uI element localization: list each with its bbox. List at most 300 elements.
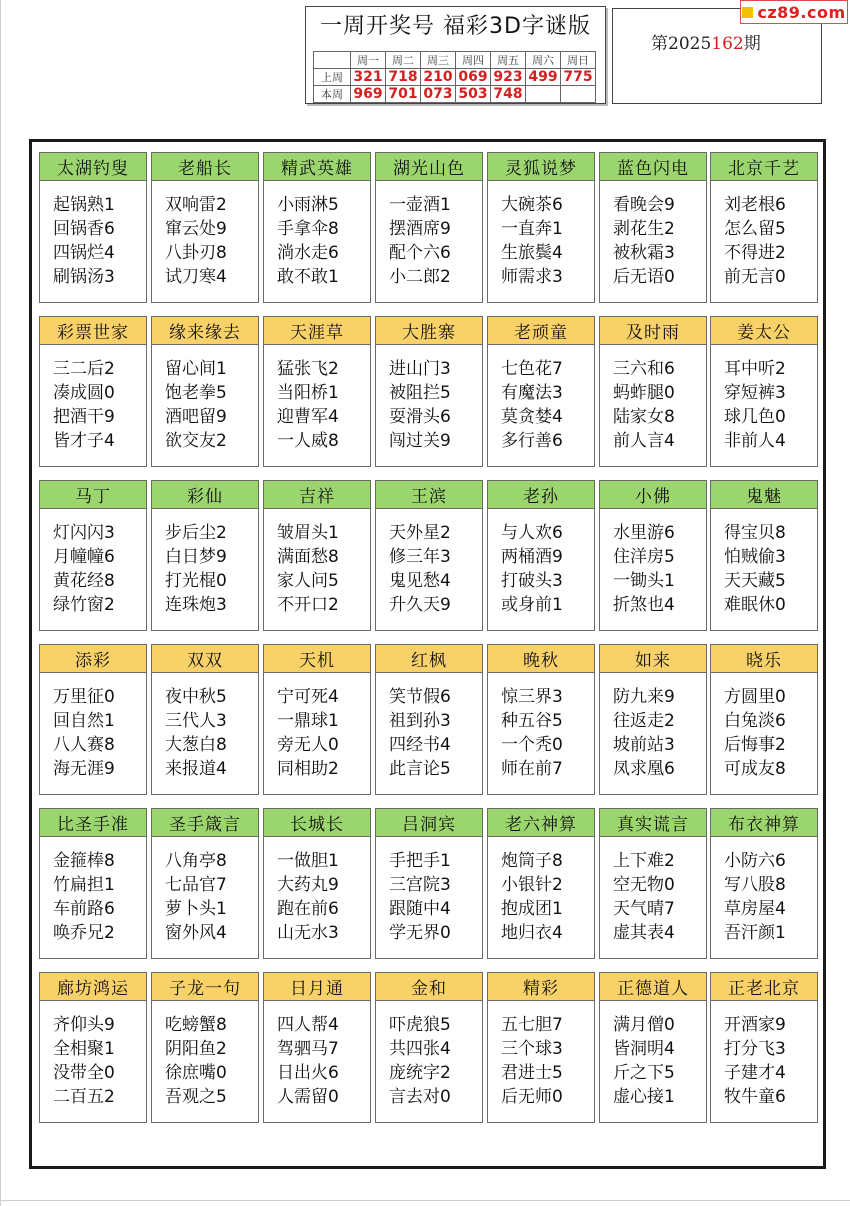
riddle-lines bbox=[376, 345, 482, 453]
riddle-line: 把酒干9 bbox=[53, 407, 115, 427]
riddle-line: 留心间1 bbox=[165, 359, 227, 379]
riddle-line: 夜中秋5 bbox=[165, 687, 227, 707]
riddle-line: 大碗茶6 bbox=[501, 195, 563, 215]
riddle-card bbox=[599, 808, 707, 959]
riddle-line: 皱眉头1 bbox=[277, 523, 339, 543]
riddle-line: 一锄头1 bbox=[613, 571, 675, 591]
riddle-lines bbox=[376, 673, 482, 781]
riddle-lines bbox=[40, 509, 146, 617]
riddle-line: 前无言0 bbox=[724, 267, 786, 287]
riddle-line: 学无界0 bbox=[389, 923, 451, 943]
riddle-author: 彩仙 bbox=[152, 481, 258, 509]
riddle-line: 后无师0 bbox=[501, 1087, 563, 1107]
draw-number: 775 bbox=[561, 69, 596, 86]
riddle-line: 往返走2 bbox=[613, 711, 675, 731]
riddle-card bbox=[39, 480, 147, 631]
riddle-author: 正德道人 bbox=[600, 973, 706, 1001]
riddle-line: 迎曹军4 bbox=[277, 407, 339, 427]
riddle-line: 祖到孙3 bbox=[389, 711, 451, 731]
riddle-author: 布衣神算 bbox=[711, 809, 817, 837]
riddle-line: 敢不敢1 bbox=[277, 267, 339, 287]
riddle-line: 双响雷2 bbox=[165, 195, 227, 215]
riddle-author: 晓乐 bbox=[711, 645, 817, 673]
riddle-line: 空无物0 bbox=[613, 875, 675, 895]
riddle-line: 海无涯9 bbox=[53, 759, 115, 779]
riddle-card bbox=[710, 972, 818, 1123]
riddle-line: 一壶酒1 bbox=[389, 195, 451, 215]
riddle-lines bbox=[488, 673, 594, 781]
riddle-line: 师在前7 bbox=[501, 759, 563, 779]
riddle-line: 种五谷5 bbox=[501, 711, 563, 731]
weekday-header-row bbox=[314, 52, 596, 69]
riddle-card bbox=[263, 808, 371, 959]
riddle-lines bbox=[264, 509, 370, 617]
riddle-line: 或身前1 bbox=[501, 595, 563, 615]
riddle-line: 金箍棒8 bbox=[53, 851, 115, 871]
riddle-line: 四人帮4 bbox=[277, 1015, 339, 1035]
last-week-label: 上周 bbox=[314, 69, 351, 86]
riddle-line: 莫贪婪4 bbox=[501, 407, 563, 427]
riddle-card bbox=[375, 316, 483, 467]
riddle-line: 唤乔兄2 bbox=[53, 923, 115, 943]
riddle-lines bbox=[40, 345, 146, 453]
riddle-line: 得宝贝8 bbox=[724, 523, 786, 543]
riddle-lines bbox=[711, 345, 817, 453]
riddle-card bbox=[487, 808, 595, 959]
riddle-line: 不得进2 bbox=[724, 243, 786, 263]
riddle-author: 如来 bbox=[600, 645, 706, 673]
riddle-line: 配个六6 bbox=[389, 243, 451, 263]
riddle-line: 怕贼偷3 bbox=[724, 547, 786, 567]
riddle-line: 凑成圆0 bbox=[53, 383, 115, 403]
riddle-lines bbox=[152, 345, 258, 453]
riddle-line: 全相聚1 bbox=[53, 1039, 115, 1059]
riddle-author: 彩票世家 bbox=[40, 317, 146, 345]
riddle-lines bbox=[40, 181, 146, 289]
this-week-label: 本周 bbox=[314, 86, 351, 103]
riddle-card bbox=[487, 316, 595, 467]
riddle-line: 八人赛8 bbox=[53, 735, 115, 755]
riddle-author: 精武英雄 bbox=[264, 153, 370, 181]
issue-prefix: 第2025 bbox=[651, 34, 712, 54]
riddle-line: 八角亭8 bbox=[165, 851, 227, 871]
riddle-author: 比圣手准 bbox=[40, 809, 146, 837]
riddle-lines bbox=[152, 673, 258, 781]
riddle-line: 吃螃蟹8 bbox=[165, 1015, 227, 1035]
riddle-card bbox=[39, 644, 147, 795]
riddle-author: 老孙 bbox=[488, 481, 594, 509]
riddle-card bbox=[599, 480, 707, 631]
riddle-line: 师需求3 bbox=[501, 267, 563, 287]
riddle-line: 三六和6 bbox=[613, 359, 675, 379]
riddle-line: 被阻拦5 bbox=[389, 383, 451, 403]
riddle-line: 炮筒子8 bbox=[501, 851, 563, 871]
riddle-line: 四锅烂4 bbox=[53, 243, 115, 263]
riddle-line: 难眠休0 bbox=[724, 595, 786, 615]
riddle-line: 四经书4 bbox=[389, 735, 451, 755]
riddle-card bbox=[487, 152, 595, 303]
riddle-line: 凤求凰6 bbox=[613, 759, 675, 779]
riddle-lines bbox=[40, 837, 146, 945]
riddle-line: 蚂蚱腿0 bbox=[613, 383, 675, 403]
riddle-line: 折煞也4 bbox=[613, 595, 675, 615]
draw-number: 923 bbox=[491, 69, 526, 86]
weekday-wed: 周三 bbox=[421, 52, 456, 69]
riddle-card bbox=[599, 972, 707, 1123]
riddle-line: 白兔淡6 bbox=[724, 711, 786, 731]
riddle-card bbox=[151, 316, 259, 467]
riddle-author: 小佛 bbox=[600, 481, 706, 509]
riddle-card bbox=[263, 316, 371, 467]
riddle-line: 小雨淋5 bbox=[277, 195, 339, 215]
riddle-line: 八卦刃8 bbox=[165, 243, 227, 263]
riddle-author: 正老北京 bbox=[711, 973, 817, 1001]
riddle-author: 老船长 bbox=[152, 153, 258, 181]
riddle-line: 一个秃0 bbox=[501, 735, 563, 755]
riddle-card bbox=[599, 644, 707, 795]
riddle-author: 老顽童 bbox=[488, 317, 594, 345]
draw-results-title: 一周开奖号 福彩3D字谜版 bbox=[320, 14, 591, 39]
riddle-line: 开酒家9 bbox=[724, 1015, 786, 1035]
riddle-line: 方圆里0 bbox=[724, 687, 786, 707]
riddle-line: 升久天9 bbox=[389, 595, 451, 615]
riddle-author: 添彩 bbox=[40, 645, 146, 673]
riddle-line: 酒吧留9 bbox=[165, 407, 227, 427]
draw-number: 748 bbox=[491, 86, 526, 103]
weekday-mon: 周一 bbox=[351, 52, 386, 69]
riddle-line: 住洋房5 bbox=[613, 547, 675, 567]
riddle-line: 手把手1 bbox=[389, 851, 451, 871]
riddle-card bbox=[599, 316, 707, 467]
riddle-line: 修三年3 bbox=[389, 547, 451, 567]
riddle-lines bbox=[711, 509, 817, 617]
riddle-author: 蓝色闪电 bbox=[600, 153, 706, 181]
riddle-author: 太湖钓叟 bbox=[40, 153, 146, 181]
riddle-lines bbox=[600, 837, 706, 945]
riddle-line: 可成友8 bbox=[724, 759, 786, 779]
riddle-line: 猛张飞2 bbox=[277, 359, 339, 379]
draw-number: 069 bbox=[456, 69, 491, 86]
riddle-line: 万里征0 bbox=[53, 687, 115, 707]
riddle-line: 灯闪闪3 bbox=[53, 523, 115, 543]
last-week-row bbox=[314, 69, 596, 86]
riddle-line: 回锅香6 bbox=[53, 219, 115, 239]
riddle-line: 绿竹窗2 bbox=[53, 595, 115, 615]
riddle-lines bbox=[600, 1001, 706, 1109]
riddle-line: 七品官7 bbox=[165, 875, 227, 895]
riddle-card bbox=[487, 972, 595, 1123]
riddle-line: 没带全0 bbox=[53, 1063, 115, 1083]
riddle-line: 虚其表4 bbox=[613, 923, 675, 943]
riddle-line: 起锅熟1 bbox=[53, 195, 115, 215]
riddle-line: 剥花生2 bbox=[613, 219, 675, 239]
riddle-line: 满月僧0 bbox=[613, 1015, 675, 1035]
riddle-card bbox=[710, 808, 818, 959]
riddle-line: 步后尘2 bbox=[165, 523, 227, 543]
riddle-line: 徐庶嘴0 bbox=[165, 1063, 227, 1083]
riddle-author: 北京千艺 bbox=[711, 153, 817, 181]
riddle-lines bbox=[376, 181, 482, 289]
riddle-lines bbox=[600, 673, 706, 781]
riddle-author: 晚秋 bbox=[488, 645, 594, 673]
riddle-line: 天天藏5 bbox=[724, 571, 786, 591]
watermark-square-icon bbox=[742, 7, 753, 18]
watermark-text: cz89.com bbox=[757, 2, 846, 22]
riddle-author: 廊坊鸿运 bbox=[40, 973, 146, 1001]
riddle-line: 水里游6 bbox=[613, 523, 675, 543]
this-week-row bbox=[314, 86, 596, 103]
riddle-line: 驾驷马7 bbox=[277, 1039, 339, 1059]
draw-number: 503 bbox=[456, 86, 491, 103]
riddle-line: 怎么留5 bbox=[724, 219, 786, 239]
riddle-line: 白日梦9 bbox=[165, 547, 227, 567]
riddle-line: 黄花经8 bbox=[53, 571, 115, 591]
issue-number bbox=[651, 29, 761, 54]
riddle-line: 三代人3 bbox=[165, 711, 227, 731]
riddle-line: 吾汗颜1 bbox=[724, 923, 786, 943]
riddle-author: 马丁 bbox=[40, 481, 146, 509]
riddle-line: 一做胆1 bbox=[277, 851, 339, 871]
riddle-line: 同相助2 bbox=[277, 759, 339, 779]
riddle-line: 耳中听2 bbox=[724, 359, 786, 379]
riddle-card bbox=[151, 152, 259, 303]
riddle-card bbox=[599, 152, 707, 303]
riddle-line: 两桶酒9 bbox=[501, 547, 563, 567]
riddle-lines bbox=[488, 837, 594, 945]
riddle-lines bbox=[488, 509, 594, 617]
riddle-card bbox=[39, 152, 147, 303]
riddle-author: 吕洞宾 bbox=[376, 809, 482, 837]
riddle-line: 大葱白8 bbox=[165, 735, 227, 755]
riddle-line: 共四张4 bbox=[389, 1039, 451, 1059]
riddle-lines bbox=[264, 673, 370, 781]
riddle-author: 圣手箴言 bbox=[152, 809, 258, 837]
riddle-line: 鬼见愁4 bbox=[389, 571, 451, 591]
riddle-card bbox=[487, 480, 595, 631]
riddle-author: 金和 bbox=[376, 973, 482, 1001]
riddle-line: 萝卜头1 bbox=[165, 899, 227, 919]
riddle-line: 惊三界3 bbox=[501, 687, 563, 707]
riddle-line: 打分飞3 bbox=[724, 1039, 786, 1059]
riddle-line: 月幢幢6 bbox=[53, 547, 115, 567]
riddle-line: 与人欢6 bbox=[501, 523, 563, 543]
riddle-line: 三宫院3 bbox=[389, 875, 451, 895]
riddle-author: 姜太公 bbox=[711, 317, 817, 345]
riddle-lines bbox=[376, 837, 482, 945]
riddle-line: 来报道4 bbox=[165, 759, 227, 779]
riddle-line: 虚心接1 bbox=[613, 1087, 675, 1107]
riddle-line: 齐仰头9 bbox=[53, 1015, 115, 1035]
riddle-line: 言去对0 bbox=[389, 1087, 451, 1107]
riddle-card bbox=[39, 972, 147, 1123]
riddle-card bbox=[151, 644, 259, 795]
riddle-lines bbox=[40, 1001, 146, 1109]
riddle-card bbox=[263, 972, 371, 1123]
riddle-card bbox=[375, 972, 483, 1123]
riddle-line: 非前人4 bbox=[724, 431, 786, 451]
riddle-line: 小银针2 bbox=[501, 875, 563, 895]
riddle-lines bbox=[711, 1001, 817, 1109]
riddle-card bbox=[151, 972, 259, 1123]
draw-number: 718 bbox=[386, 69, 421, 86]
riddle-card bbox=[710, 480, 818, 631]
riddle-author: 精彩 bbox=[488, 973, 594, 1001]
riddle-line: 抱成团1 bbox=[501, 899, 563, 919]
riddle-line: 防九来9 bbox=[613, 687, 675, 707]
riddle-lines bbox=[600, 345, 706, 453]
riddle-line: 进山门3 bbox=[389, 359, 451, 379]
riddle-line: 被秋霜3 bbox=[613, 243, 675, 263]
riddle-author: 双双 bbox=[152, 645, 258, 673]
issue-suffix: 期 bbox=[743, 34, 761, 54]
riddle-card bbox=[39, 808, 147, 959]
riddle-line: 大药丸9 bbox=[277, 875, 339, 895]
riddle-author: 子龙一句 bbox=[152, 973, 258, 1001]
riddle-line: 日出火6 bbox=[277, 1063, 339, 1083]
riddle-line: 坡前站3 bbox=[613, 735, 675, 755]
riddle-line: 后无语0 bbox=[613, 267, 675, 287]
riddle-line: 人需留0 bbox=[277, 1087, 339, 1107]
riddle-card bbox=[375, 480, 483, 631]
riddle-line: 吾观之5 bbox=[165, 1087, 227, 1107]
riddle-line: 此言论5 bbox=[389, 759, 451, 779]
riddle-author: 长城长 bbox=[264, 809, 370, 837]
riddle-lines bbox=[488, 181, 594, 289]
riddle-line: 家人问5 bbox=[277, 571, 339, 591]
riddle-line: 欲交友2 bbox=[165, 431, 227, 451]
riddle-line: 一直奔1 bbox=[501, 219, 563, 239]
riddle-card bbox=[710, 152, 818, 303]
riddle-card bbox=[710, 644, 818, 795]
riddle-line: 耍滑头6 bbox=[389, 407, 451, 427]
riddle-card bbox=[151, 480, 259, 631]
riddle-line: 回自然1 bbox=[53, 711, 115, 731]
riddle-lines bbox=[711, 837, 817, 945]
riddle-line: 君进士5 bbox=[501, 1063, 563, 1083]
riddle-author: 吉祥 bbox=[264, 481, 370, 509]
riddle-line: 后悔事2 bbox=[724, 735, 786, 755]
riddle-line: 天外星2 bbox=[389, 523, 451, 543]
riddle-line: 一人威8 bbox=[277, 431, 339, 451]
riddle-line: 二百五2 bbox=[53, 1087, 115, 1107]
riddle-author: 及时雨 bbox=[600, 317, 706, 345]
riddle-line: 皆洞明4 bbox=[613, 1039, 675, 1059]
riddle-line: 竹扁担1 bbox=[53, 875, 115, 895]
riddle-line: 庞统字2 bbox=[389, 1063, 451, 1083]
riddle-line: 牧牛童6 bbox=[724, 1087, 786, 1107]
riddle-author: 鬼魅 bbox=[711, 481, 817, 509]
riddle-author: 大胜寨 bbox=[376, 317, 482, 345]
riddle-line: 天气晴7 bbox=[613, 899, 675, 919]
riddle-author: 湖光山色 bbox=[376, 153, 482, 181]
riddle-line: 手拿伞8 bbox=[277, 219, 339, 239]
riddle-line: 刘老根6 bbox=[724, 195, 786, 215]
riddle-line: 皆才子4 bbox=[53, 431, 115, 451]
weekday-tue: 周二 bbox=[386, 52, 421, 69]
weekday-sun: 周日 bbox=[561, 52, 596, 69]
riddle-line: 宁可死4 bbox=[277, 687, 339, 707]
issue-value: 162 bbox=[711, 34, 744, 54]
weekday-fri: 周五 bbox=[491, 52, 526, 69]
riddle-line: 连珠炮3 bbox=[165, 595, 227, 615]
riddle-line: 摆酒席9 bbox=[389, 219, 451, 239]
site-watermark bbox=[740, 0, 848, 24]
riddle-line: 一鼎球1 bbox=[277, 711, 339, 731]
riddle-line: 三二后2 bbox=[53, 359, 115, 379]
riddle-card bbox=[375, 152, 483, 303]
riddle-line: 饱老拳5 bbox=[165, 383, 227, 403]
riddle-lines bbox=[264, 181, 370, 289]
riddle-line: 刷锅汤3 bbox=[53, 267, 115, 287]
riddle-line: 车前路6 bbox=[53, 899, 115, 919]
riddle-line: 小防六6 bbox=[724, 851, 786, 871]
riddle-lines bbox=[600, 181, 706, 289]
riddle-author: 缘来缘去 bbox=[152, 317, 258, 345]
riddle-card bbox=[263, 480, 371, 631]
riddle-line: 多行善6 bbox=[501, 431, 563, 451]
riddle-line: 窗外风4 bbox=[165, 923, 227, 943]
riddle-line: 陆家女8 bbox=[613, 407, 675, 427]
draw-number: 701 bbox=[386, 86, 421, 103]
riddle-author: 天涯草 bbox=[264, 317, 370, 345]
riddle-line: 试刀寒4 bbox=[165, 267, 227, 287]
riddle-line: 斤之下5 bbox=[613, 1063, 675, 1083]
riddle-line: 五七胆7 bbox=[501, 1015, 563, 1035]
draw-number: 073 bbox=[421, 86, 456, 103]
riddle-line: 吓虎狼5 bbox=[389, 1015, 451, 1035]
riddle-lines bbox=[376, 509, 482, 617]
riddle-grid bbox=[29, 139, 826, 1169]
riddle-line: 跟随中4 bbox=[389, 899, 451, 919]
riddle-line: 打破头3 bbox=[501, 571, 563, 591]
riddle-line: 当阳桥1 bbox=[277, 383, 339, 403]
draw-number: 210 bbox=[421, 69, 456, 86]
riddle-line: 跑在前6 bbox=[277, 899, 339, 919]
draw-number: 969 bbox=[351, 86, 386, 103]
riddle-lines bbox=[40, 673, 146, 781]
riddle-line: 七色花7 bbox=[501, 359, 563, 379]
riddle-line: 不开口2 bbox=[277, 595, 339, 615]
riddle-line: 淌水走6 bbox=[277, 243, 339, 263]
riddle-lines bbox=[152, 181, 258, 289]
riddle-line: 上下难2 bbox=[613, 851, 675, 871]
draw-results-panel bbox=[305, 6, 606, 104]
riddle-lines bbox=[600, 509, 706, 617]
riddle-author: 天机 bbox=[264, 645, 370, 673]
riddle-line: 草房屋4 bbox=[724, 899, 786, 919]
riddle-author: 真实谎言 bbox=[600, 809, 706, 837]
riddle-card bbox=[263, 644, 371, 795]
weekday-thu: 周四 bbox=[456, 52, 491, 69]
riddle-line: 满面愁8 bbox=[277, 547, 339, 567]
riddle-card bbox=[151, 808, 259, 959]
draw-number: 321 bbox=[351, 69, 386, 86]
corner-cell bbox=[314, 52, 351, 69]
riddle-lines bbox=[711, 673, 817, 781]
riddle-line: 写八股8 bbox=[724, 875, 786, 895]
riddle-line: 三个球3 bbox=[501, 1039, 563, 1059]
riddle-line: 球几色0 bbox=[724, 407, 786, 427]
riddle-line: 前人言4 bbox=[613, 431, 675, 451]
riddle-lines bbox=[152, 509, 258, 617]
riddle-line: 闯过关9 bbox=[389, 431, 451, 451]
draw-number: 499 bbox=[526, 69, 561, 86]
riddle-author: 老六神算 bbox=[488, 809, 594, 837]
riddle-author: 日月通 bbox=[264, 973, 370, 1001]
riddle-lines bbox=[264, 837, 370, 945]
riddle-card bbox=[487, 644, 595, 795]
draw-number bbox=[561, 86, 596, 103]
